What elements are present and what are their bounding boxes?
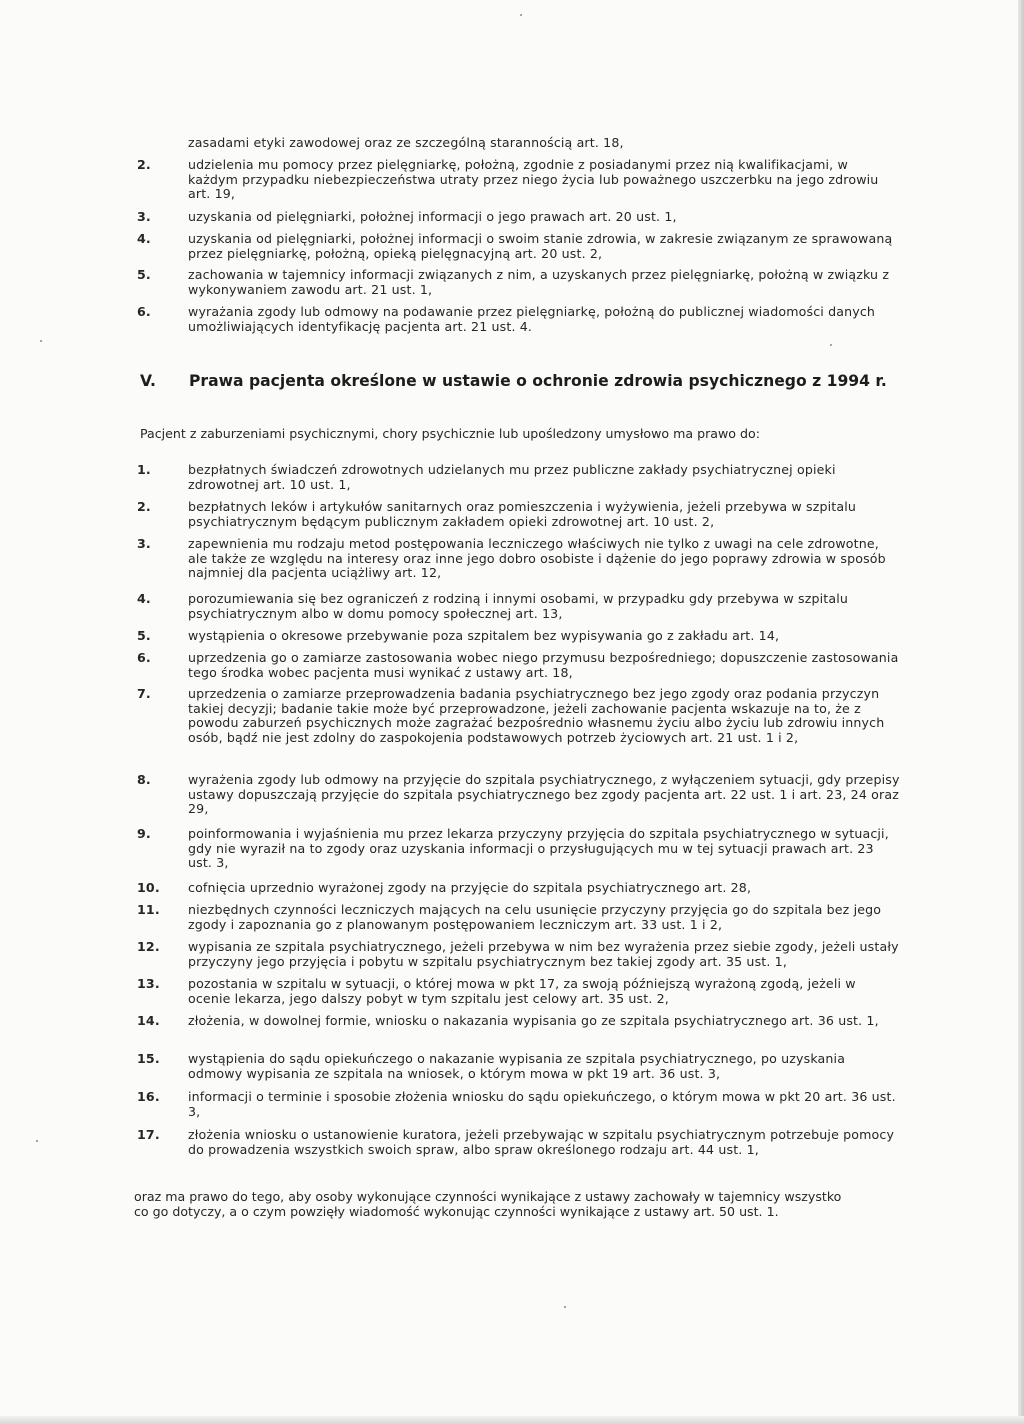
item-number: 4. <box>137 231 151 246</box>
item-text: bezpłatnych leków i artykułów sanitarnych oraz pomieszczenia i wyżywienia, jeżeli przebywa w szpitalu psychiatrycznym będącym publicznym zakładem opieki zdrowotnej art. 10 ust. 2, <box>188 499 857 529</box>
item-number: 6. <box>137 650 151 665</box>
scan-speck <box>520 14 522 16</box>
item-number: 11. <box>137 902 160 917</box>
section-intro: Pacjent z zaburzeniami psychicznymi, chory psychicznie lub upośledzony umysłowo ma prawo do: <box>140 426 760 441</box>
scan-edge-bottom <box>0 1416 1024 1424</box>
item-number: 5. <box>137 628 151 643</box>
item-text: cofnięcia uprzednio wyrażonej zgody na przyjęcie do szpitala psychiatrycznego art. 28, <box>188 880 752 895</box>
item-number: 1. <box>137 462 151 477</box>
item-number: 8. <box>137 772 151 787</box>
scan-speck <box>830 344 832 346</box>
scan-speck <box>36 1140 38 1142</box>
item-number: 7. <box>137 686 151 701</box>
section-title: Prawa pacjenta określone w ustawie o ochronie zdrowia psychicznego z 1994 r. <box>189 372 887 390</box>
item-text: bezpłatnych świadczeń zdrowotnych udzielanych mu przez publiczne zakłady psychiatrycznej opieki zdrowotnej art. 10 ust. 1, <box>188 462 836 492</box>
item-number: 13. <box>137 976 160 991</box>
item-number: 3. <box>137 209 151 224</box>
item-number: 10. <box>137 880 160 895</box>
item-number: 14. <box>137 1013 160 1028</box>
item-text: wyrażania zgody lub odmowy na podawanie przez pielęgniarkę, położną do publicznej wiadomości danych umożliwiających identyfikację pacjenta art. 21 ust. 4. <box>188 304 876 334</box>
item-text: wyrażenia zgody lub odmowy na przyjęcie do szpitala psychiatrycznego, z wyłączeniem sytuacji, gdy przepisy ustawy dopuszczają przyjęcie do szpitala psychiatrycznego bez zgody pacjenta art. 22 ust. 1 i art. 23, 24 oraz 29, <box>188 772 900 817</box>
scan-edge-right <box>1018 0 1024 1424</box>
scan-speck <box>564 1306 566 1308</box>
item-text: pozostania w szpitalu w sytuacji, o której mowa w pkt 17, za swoją późniejszą wyrażoną zgodą, jeżeli w ocenie lekarza, jego dalszy pobyt w tym szpitalu jest celowy art. 35 ust. 2, <box>188 976 856 1006</box>
item-number: 2. <box>137 499 151 514</box>
item-text: złożenia, w dowolnej formie, wniosku o nakazania wypisania go ze szpitala psychiatrycznego art. 36 ust. 1, <box>188 1013 879 1028</box>
item-text: uprzedzenia o zamiarze przeprowadzenia badania psychiatrycznego bez jego zgody oraz podania przyczyn takiej decyzji; badanie takie może być przeprowadzone, jeżeli zachowanie pacjenta wskazuje na to, że z powodu zaburzeń psychicznych może zagrażać bezpośrednio własnemu życiu albo życiu lub zdrowiu innych osób, bądź nie jest zdolny do zaspokojenia podstawowych potrzeb życiowych art. 21 ust. 1 i 2, <box>188 686 885 745</box>
item-number: 17. <box>137 1127 160 1142</box>
item-text: poinformowania i wyjaśnienia mu przez lekarza przyczyny przyjęcia do szpitala psychiatrycznego w sytuacji, gdy nie wyraził na to zgody oraz uzyskania informacji o przysługujących mu w tej sytuacji prawach art. 23 ust. 3, <box>188 826 889 871</box>
item-number: 3. <box>137 536 151 551</box>
section-number: V. <box>140 372 156 390</box>
item-text: uzyskania od pielęgniarki, położnej informacji o swoim stanie zdrowia, w zakresie związanym ze sprawowaną przez pielęgniarkę, położną, opieką pielęgnacyjną art. 20 ust. 2, <box>188 231 893 261</box>
item-number: 4. <box>137 591 151 606</box>
item-number: 15. <box>137 1051 160 1066</box>
closing-paragraph: oraz ma prawo do tego, aby osoby wykonujące czynności wynikające z ustawy zachowały w tajemnicy wszystko co go dotyczy, a o czym powzięły wiadomość wykonując czynności wynikające z ustawy art. 50 ust. 1. <box>134 1189 842 1219</box>
item-number: 16. <box>137 1089 160 1104</box>
item-text: złożenia wniosku o ustanowienie kuratora, jeżeli przebywając w szpitalu psychiatrycznym potrzebuje pomocy do prowadzenia wszystkich swoich spraw, albo spraw określonego rodzaju art. 44 ust. 1, <box>188 1127 895 1157</box>
scan-speck <box>40 340 42 342</box>
item-text: zasadami etyki zawodowej oraz ze szczególną starannością art. 18, <box>188 135 624 150</box>
item-text: zapewnienia mu rodzaju metod postępowania leczniczego właściwych nie tylko z uwagi na cele zdrowotne, ale także ze względu na interesy oraz inne jego dobro osobiste i dążenie do jego poprawy zdrowia w sposób najmniej dla pacjenta uciążliwy art. 12, <box>188 536 886 581</box>
item-text: zachowania w tajemnicy informacji związanych z nim, a uzyskanych przez pielęgniarkę, położną w związku z wykonywaniem zawodu art. 21 ust. 1, <box>188 267 890 297</box>
item-number: 9. <box>137 826 151 841</box>
item-number: 2. <box>137 157 151 172</box>
item-text: uprzedzenia go o zamiarze zastosowania wobec niego przymusu bezpośredniego; dopuszczenie zastosowania tego środka wobec pacjenta musi wynikać z ustawy art. 18, <box>188 650 899 680</box>
item-text: wypisania ze szpitala psychiatrycznego, jeżeli przebywa w nim bez wyrażenia przez siebie zgody, jeżeli ustały przyczyny jego przyjęcia i pobytu w szpitalu psychiatrycznym bez takiej zgody art. 35 ust. 1, <box>188 939 899 969</box>
item-text: niezbędnych czynności leczniczych mających na celu usunięcie przyczyny przyjęcia go do szpitala bez jego zgody i zapoznania go z planowanym postępowaniem leczniczym art. 33 ust. 1 i 2, <box>188 902 882 932</box>
item-text: porozumiewania się bez ograniczeń z rodziną i innymi osobami, w przypadku gdy przebywa w szpitalu psychiatrycznym albo w domu pomocy społecznej art. 13, <box>188 591 849 621</box>
item-text: informacji o terminie i sposobie złożenia wniosku do sądu opiekuńczego, o którym mowa w pkt 20 art. 36 ust. 3, <box>188 1089 896 1119</box>
item-text: wystąpienia do sądu opiekuńczego o nakazanie wypisania ze szpitala psychiatrycznego, po uzyskania odmowy wypisania ze szpitala na wniosek, o którym mowa w pkt 19 art. 36 ust. 3, <box>188 1051 846 1081</box>
item-number: 5. <box>137 267 151 282</box>
item-number: 12. <box>137 939 160 954</box>
item-text: udzielenia mu pomocy przez pielęgniarkę, położną, zgodnie z posiadanymi przez nią kwalifikacjami, w każdym przypadku niebezpieczeństwa utraty przez niego życia lub poważnego uszczerbku na jego zdrowiu art. 19, <box>188 157 879 202</box>
item-number: 6. <box>137 304 151 319</box>
item-text: uzyskania od pielęgniarki, położnej informacji o jego prawach art. 20 ust. 1, <box>188 209 677 224</box>
item-text: wystąpienia o okresowe przebywanie poza szpitalem bez wypisywania go z zakładu art. 14, <box>188 628 780 643</box>
